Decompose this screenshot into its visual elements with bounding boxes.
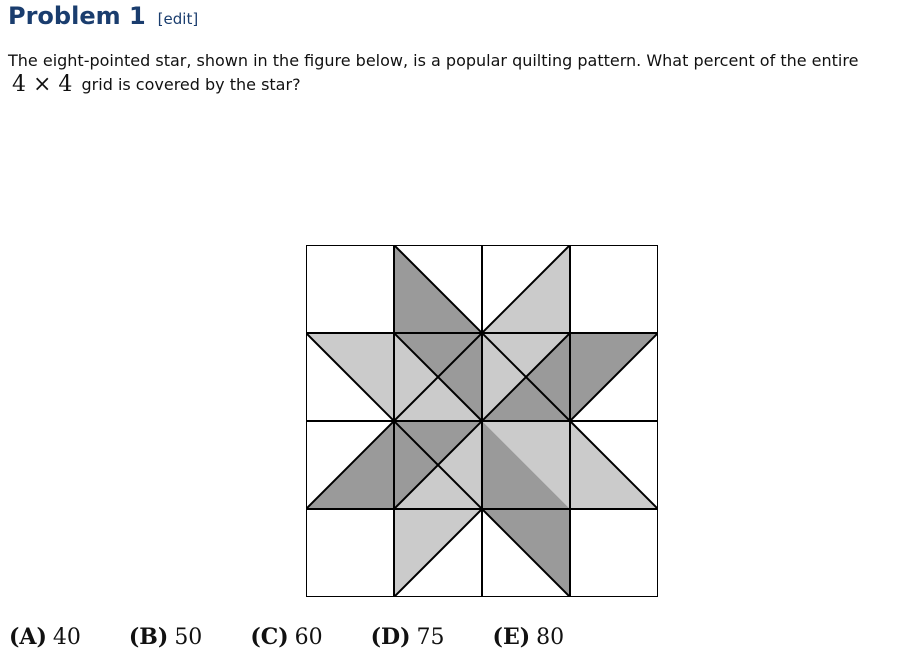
- choice-b[interactable]: (B) 50: [128, 624, 203, 650]
- choice-d[interactable]: (D) 75: [370, 624, 445, 650]
- choice-a[interactable]: (A) 40: [9, 624, 81, 650]
- answer-choices: [9, 624, 564, 650]
- choice-e[interactable]: (E) 80: [492, 624, 565, 650]
- edit-link[interactable]: [edit]: [157, 10, 199, 28]
- problem-text-before: The eight-pointed star, shown in the figure below, is a popular quilting pattern. What percent of the entire: [8, 51, 859, 70]
- problem-heading: [8, 2, 198, 30]
- problem-title: Problem 1: [8, 2, 146, 30]
- star-quilt-figure: [306, 245, 658, 597]
- grid-size-math: 4 × 4: [12, 72, 73, 97]
- grid-lines: [306, 245, 658, 597]
- choice-c[interactable]: (C) 60: [250, 624, 323, 650]
- problem-text-after: grid is covered by the star?: [81, 75, 301, 94]
- problem-statement: [8, 49, 898, 97]
